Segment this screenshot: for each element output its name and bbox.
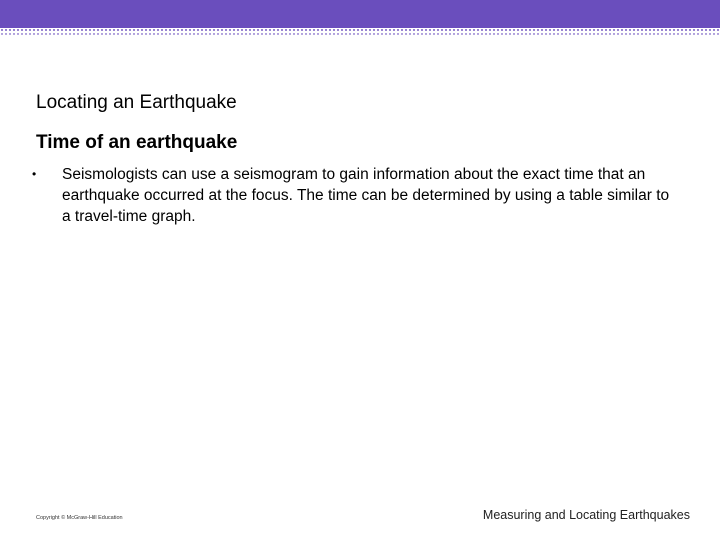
bullet-marker: • xyxy=(32,167,37,181)
bullet-list xyxy=(32,164,676,227)
bullet-item xyxy=(32,164,676,227)
slide-title: Locating an Earthquake xyxy=(36,92,237,113)
slide-subtitle: Time of an earthquake xyxy=(36,132,238,153)
dotted-pattern-fade xyxy=(0,28,720,37)
footer-section-title: Measuring and Locating Earthquakes xyxy=(482,508,690,522)
bullet-text: Seismologists can use a seismogram to gain information about the exact time that an earthquake occurred at the focus. The time can be determined by using a table similar to a travel-time graph. xyxy=(62,166,670,225)
header-band xyxy=(0,0,720,28)
copyright-notice: Copyright © McGraw-Hill Education xyxy=(36,515,123,521)
